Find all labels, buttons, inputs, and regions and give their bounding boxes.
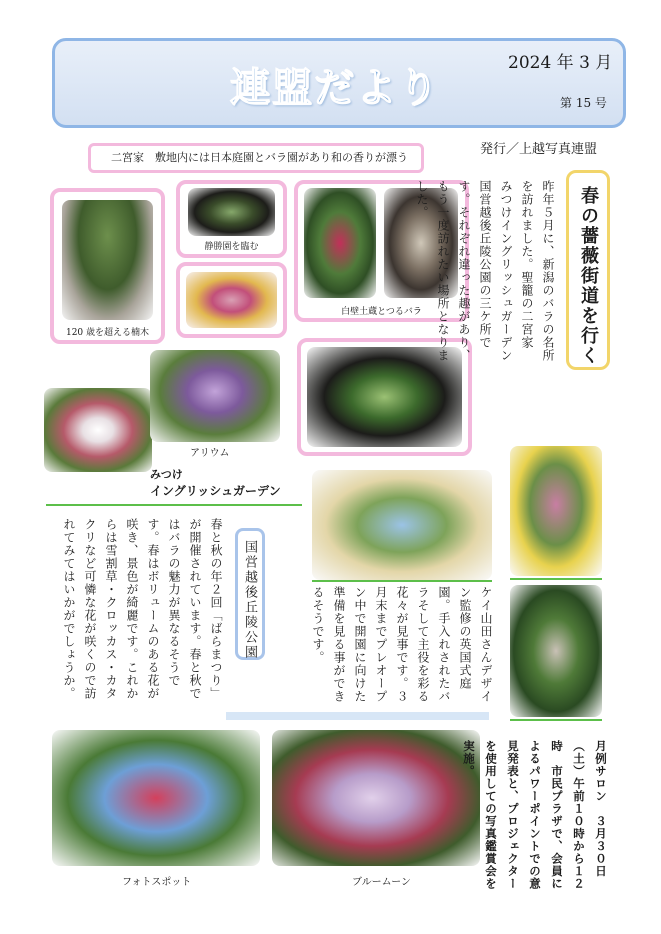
roses-photo-frame bbox=[176, 262, 287, 338]
foxglove-underline bbox=[510, 578, 602, 580]
issue-number: 第 15 号 bbox=[560, 96, 607, 110]
bluemoon-caption: ブルームーン bbox=[352, 877, 411, 888]
photospot-caption: フォトスポット bbox=[122, 877, 192, 888]
bluemoon-photo bbox=[272, 730, 480, 866]
tree-caption: 120 歳を超える楠木 bbox=[65, 328, 150, 338]
issue-date: 2024 年 3 月 bbox=[508, 53, 613, 73]
allium-caption: アリウム bbox=[190, 448, 230, 459]
allium-photo bbox=[150, 350, 280, 442]
photospot-photo bbox=[52, 730, 260, 866]
tree-photo bbox=[62, 200, 153, 320]
white-flower-photo bbox=[44, 388, 152, 472]
roses-photo bbox=[186, 272, 277, 328]
mitsuke-heading-line1: みつけ bbox=[150, 468, 183, 481]
tree-photo-frame bbox=[50, 188, 165, 344]
divider-bar bbox=[226, 712, 489, 720]
foxglove-photo bbox=[510, 446, 602, 576]
english-garden-underline bbox=[312, 580, 492, 582]
window-caption: 静勝園を臨む bbox=[204, 242, 259, 252]
mitsuke-heading-line2: イングリッシュガーデン bbox=[150, 484, 281, 498]
window-photo-frame bbox=[176, 180, 287, 258]
park-title: 国営越後丘陵公園 bbox=[242, 540, 257, 660]
newsletter-title: 連盟だより bbox=[230, 65, 440, 111]
english-garden-photo bbox=[312, 470, 492, 580]
storehouse-caption: 白壁土蔵とつるバラ bbox=[341, 307, 422, 317]
rose-arch-photo bbox=[510, 585, 602, 717]
ninomiya-banner: 二宮家 敷地内には日本庭園とバラ園があり和の香りが漂う bbox=[88, 143, 424, 173]
mitsuke-body: ケイ山田さんデザイン監修の英国式庭園。手入れされたバラそして主役を彩る花々が見事です。３月末までプレオープン中で開園に向けた準備を見る事ができるそうです。 bbox=[311, 586, 493, 703]
park-body: 春と秋の年２回「ばらまつり」が開催されています。春と秋ではバラの魅力が異なるそうです。春はボリュームのある花が咲き、景色が綺麗です。これからは雪割草・クロッカス・カタクリなど可憐な花が咲くので訪れてみてはいかがでしょうか。 bbox=[62, 518, 223, 700]
article-body: 昨年５月に、新潟のバラの名所を訪れました。聖籠の二宮家 みつけイングリッシュガーデン 国営越後丘陵公園の三ケ所です。それぞれ違った趣があり、もう一度訪れたい場所となりました。 bbox=[415, 180, 555, 375]
article-title: 春の薔薇街道を行く bbox=[578, 186, 599, 366]
salon-notice: 月例サロン ３月３０日（土）午前１０時から１２時 市民プラザで、会員によるパワーポイントでの意見発表と、プロジェクターを使用しての写真鑑賞会を実施。 bbox=[462, 740, 608, 890]
red-rose-photo bbox=[304, 188, 376, 298]
window-photo bbox=[188, 188, 275, 236]
publisher-line: 発行／上越写真連盟 bbox=[480, 142, 598, 157]
big-window-photo bbox=[307, 347, 462, 447]
rose-arch-underline bbox=[510, 719, 602, 721]
mitsuke-underline bbox=[46, 504, 302, 506]
